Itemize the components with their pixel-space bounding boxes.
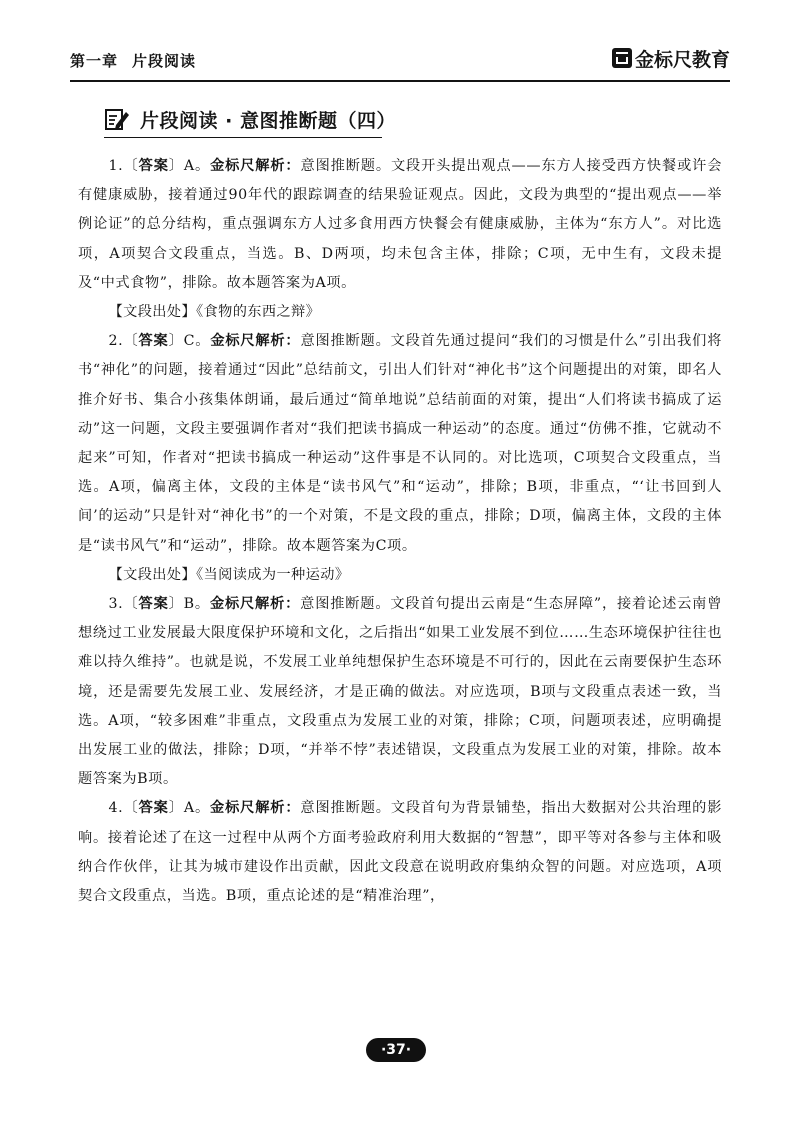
analysis-text: 意图推断题。文段开头提出观点——东方人接受西方快餐或许会有健康威胁，接着通过90年代的跟踪调查的结果验证观点。因此，文段为典型的“提出观点——举例论证”的总分结构，重点强调东方人过多食用西方快餐会有健康威胁，主体为“东方人”。对比选项，A项契合文段重点，当选。B、D两项，均未包含主体，排除；C项，无中生有，文段未提及“中式食物”，排除。故本题答案为A项。 xyxy=(78,158,723,291)
title-underline xyxy=(104,137,382,138)
answer-number: 2.〔 xyxy=(108,333,139,350)
brand-logo xyxy=(612,46,730,70)
analysis-text: 意图推断题。文段首句为背景铺垫，指出大数据对公共治理的影响。接着论述了在这一过程中从两个方面考验政府利用大数据的“智慧”，即平等对各参与主体和吸纳合作伙伴，让其为城市建设作出贡献，因此文段意在说明政府集纳众智的问题。对应选项，A项契合文段重点，当选。B项，重点论述的是“精准治理”， xyxy=(78,800,723,905)
section-title xyxy=(104,103,396,135)
analysis-label: 金标尺解析： xyxy=(210,158,301,174)
chapter-section: 片段阅读 xyxy=(132,52,197,70)
answer-content xyxy=(78,152,722,911)
analysis-text: 意图推断题。文段首先通过提问“我们的习惯是什么”引出我们将书“神化”的问题，接着通过“因此”总结前文，引出人们针对“神化书”这个问题提出的对策，即名人推介好书、集合小孩集体朗诵，最后通过“简单地说”总结前面的对策，提出“人们将读书搞成了运动”这一问题，文段主要强调作者对“我们把读书搞成一种运动”的态度。通过“仿佛不推，它就动不起来”可知，作者对“把读书搞成一种运动”这件事是不认同的。对比选项，C项契合文段重点，当选。A项，偏离主体，文段的主体是“读书风气”和“运动”，排除；B项，非重点，“‘让书回到人间’的运动”只是针对“神化书”的一个对策，不是文段的重点，排除；D项，偏离主体，文段的主体是“读书风气”和“运动”，排除。故本题答案为C项。 xyxy=(78,333,722,554)
brand-mark-icon xyxy=(612,48,632,68)
analysis-label: 金标尺解析： xyxy=(209,596,301,613)
answer-number: 4.〔 xyxy=(108,800,139,817)
note-edit-icon xyxy=(104,106,130,132)
answer-letter: 〕B。 xyxy=(168,596,210,613)
answer-label: 答案 xyxy=(138,333,169,350)
source-citation: 【文段出处】《当阅读成为一种运动》 xyxy=(108,566,350,583)
answer-letter: 〕C。 xyxy=(168,333,211,350)
brand-name: 金标尺教育 xyxy=(634,48,730,71)
answer-label: 答案 xyxy=(138,596,169,613)
answer-item xyxy=(78,794,722,911)
source-citation: 【文段出处】《食物的东西之辩》 xyxy=(108,304,321,321)
answer-number: 1.〔 xyxy=(108,158,139,174)
answer-label: 答案 xyxy=(138,158,169,174)
answer-label: 答案 xyxy=(138,800,169,817)
header-divider xyxy=(70,80,730,82)
chapter-number: 第一章 xyxy=(70,52,119,70)
answer-letter: 〕A。 xyxy=(168,800,211,817)
answer-item xyxy=(78,590,722,794)
page-header xyxy=(70,42,730,76)
page-number: ·37· xyxy=(366,1038,426,1062)
answer-number: 3.〔 xyxy=(108,596,139,613)
analysis-text: 意图推断题。文段首句提出云南是“生态屏障”，接着论述云南曾想绕过工业发展最大限度保护环境和文化，之后指出“如果工业发展不到位……生态环境保护往往也难以持久维持”。也就是说，不发展工业单纯想保护生态环境是不可行的，因此在云南要保护生态环境，还是需要先发展工业、发展经济，才是正确的做法。对应选项，B项与文段重点表述一致，当选。A项，“较多困难”非重点，文段重点为发展工业的对策，排除；C项，问题项表述，应明确提出发展工业的做法，排除；D项，“并举不悖”表述错误，文段重点为发展工业的对策，排除。故本题答案为B项。 xyxy=(78,596,722,788)
answer-letter: 〕A。 xyxy=(168,158,211,174)
chapter-heading xyxy=(70,50,196,71)
answer-item xyxy=(78,327,722,561)
answer-item xyxy=(78,152,722,298)
analysis-label: 金标尺解析： xyxy=(210,800,301,817)
analysis-label: 金标尺解析： xyxy=(210,333,301,350)
section-title-text: 片段阅读 · 意图推断题（四） xyxy=(140,109,396,132)
